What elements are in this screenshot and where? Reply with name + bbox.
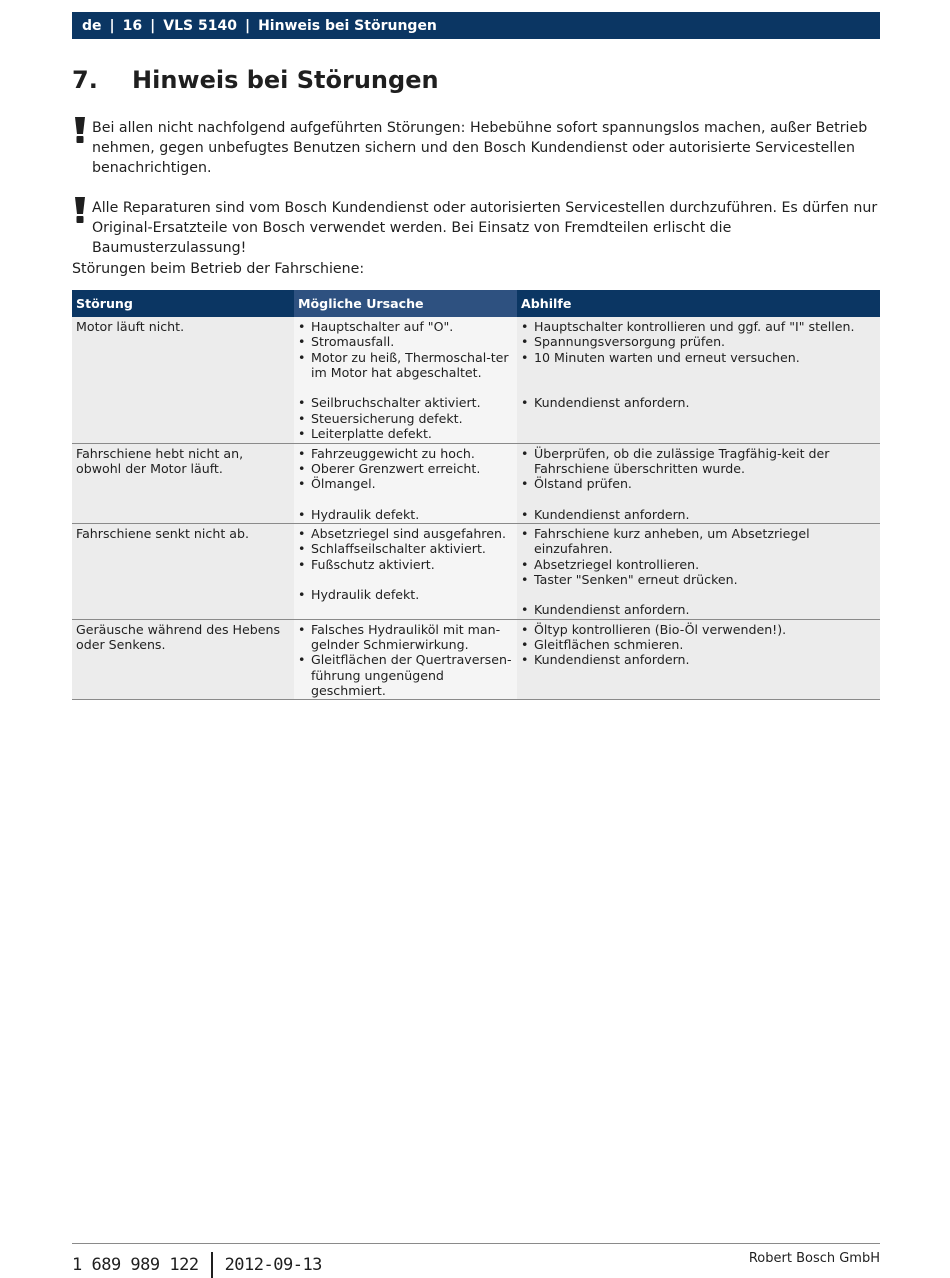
remedy-item: • Kundendienst anfordern. [521,602,690,618]
footer-date: 2012-09-13 [224,1255,322,1275]
remedy-item: • Hauptschalter kontrollieren und ggf. auf "I" stellen. [521,319,855,334]
remedy-item: • Gleitflächen schmieren. [521,637,684,653]
fault-cell: Geräusche während des Hebens oder Senkens. [72,619,294,699]
notice-block [72,118,880,178]
cause-item: • Hauptschalter auf "O". [298,319,454,334]
chapter-title [72,66,439,94]
remedy-cell [517,317,880,443]
notice-text: Alle Reparaturen sind vom Bosch Kundendienst oder autorisierten Servicestellen durchzuführen. Es dürfen nur Original-Ersatzteile von Bosch verwendet werden. Bei Einsatz von Fremdteilen erlischt die Baumusterzulassung! [92,200,878,256]
troubleshooting-table [72,290,880,700]
remedy-item: • Kundendienst anfordern. [521,506,690,522]
cause-item: • Falsches Hydrauliköl mit man-gelnder Schmierwirkung. [298,621,501,653]
remedy-item: • Überprüfen, ob die zulässige Tragfähig-keit der Fahrschiene überschritten wurde. [521,445,830,476]
footer-doc-info [72,1252,322,1278]
chapter-heading: Hinweis bei Störungen [132,66,439,94]
table-row [72,443,880,523]
table-row [72,523,880,619]
table-row [72,619,880,699]
remedy-item: • Absetzriegel kontrollieren. [521,556,700,572]
header-lang: de [82,17,102,34]
cause-item: • Oberer Grenzwert erreicht. [298,460,481,476]
header-separator: | [244,17,251,34]
remedy-item: • Taster "Senken" erneut drücken. [521,571,738,587]
footer-doc-number: 1 689 989 122 [72,1255,199,1275]
header-page-number: 16 [122,17,143,34]
header-separator: | [109,17,115,34]
remedy-item: • Kundendienst anfordern. [521,395,690,411]
remedy-item: • Kundendienst anfordern. [521,652,690,668]
table-row [72,317,880,443]
footer-company: Robert Bosch GmbH [748,1251,880,1266]
remedy-cell [517,619,880,699]
cause-item: • Leiterplatte defekt. [298,426,432,442]
cause-item: • Steuersicherung defekt. [298,410,463,426]
cause-item: • Hydraulik defekt. [298,506,420,522]
fault-cell: Fahrschiene hebt nicht an, obwohl der Motor läuft. [72,443,294,523]
running-header [72,12,880,39]
remedy-item: • Öltyp kontrollieren (Bio-Öl verwenden!). [521,621,787,637]
table-header-row [72,290,880,317]
exclamation-icon [72,116,88,144]
cause-item: • Ölmangel. [298,476,376,492]
footer-divider [72,1243,880,1244]
cause-item: • Schlaffseilschalter aktiviert. [298,541,486,557]
column-header-fault: Störung [72,290,294,317]
cause-item: • Fußschutz aktiviert. [298,556,435,572]
footer-separator [211,1252,213,1278]
fault-cell: Fahrschiene senkt nicht ab. [72,523,294,619]
remedy-item: • Ölstand prüfen. [521,476,632,492]
cause-item: • Seilbruchschalter aktiviert. [298,395,481,411]
header-model: VLS 5140 [163,17,237,34]
header-separator: | [150,17,156,34]
cause-cell [294,523,517,619]
remedy-item: • Spannungsversorgung prüfen. [521,334,726,350]
remedy-item: • Fahrschiene kurz anheben, um Absetzriegel einzufahren. [521,525,810,557]
cause-item: • Fahrzeuggewicht zu hoch. [298,445,475,461]
column-header-remedy: Abhilfe [517,290,880,317]
cause-cell [294,317,517,443]
cause-item: • Absetzriegel sind ausgefahren. [298,525,506,541]
notice-text: Bei allen nicht nachfolgend aufgeführten Störungen: Hebebühne sofort spannungslos machen, außer Betrieb nehmen, gegen unbefugtes Benutzen sichern und den Bosch Kundendienst oder autorisierte Servicestellen benachrichtigen. [92,120,868,176]
cause-item: • Motor zu heiß, Thermoschal-ter im Motor hat abgeschaltet. [298,349,509,380]
cause-cell [294,619,517,699]
remedy-cell [517,443,880,523]
notice-block [72,198,880,258]
exclamation-icon [72,196,88,224]
column-header-cause: Mögliche Ursache [294,290,517,317]
cause-item: • Gleitflächen der Quertraversen-führung ungenügend geschmiert. [298,652,512,698]
chapter-number: 7. [72,66,98,94]
header-section: Hinweis bei Störungen [258,17,437,34]
fault-cell: Motor läuft nicht. [72,317,294,443]
table-caption: Störungen beim Betrieb der Fahrschiene: [72,261,365,277]
cause-item: • Hydraulik defekt. [298,587,420,603]
cause-cell [294,443,517,523]
remedy-cell [517,523,880,619]
remedy-item: • 10 Minuten warten und erneut versuchen. [521,349,800,365]
cause-item: • Stromausfall. [298,334,395,350]
